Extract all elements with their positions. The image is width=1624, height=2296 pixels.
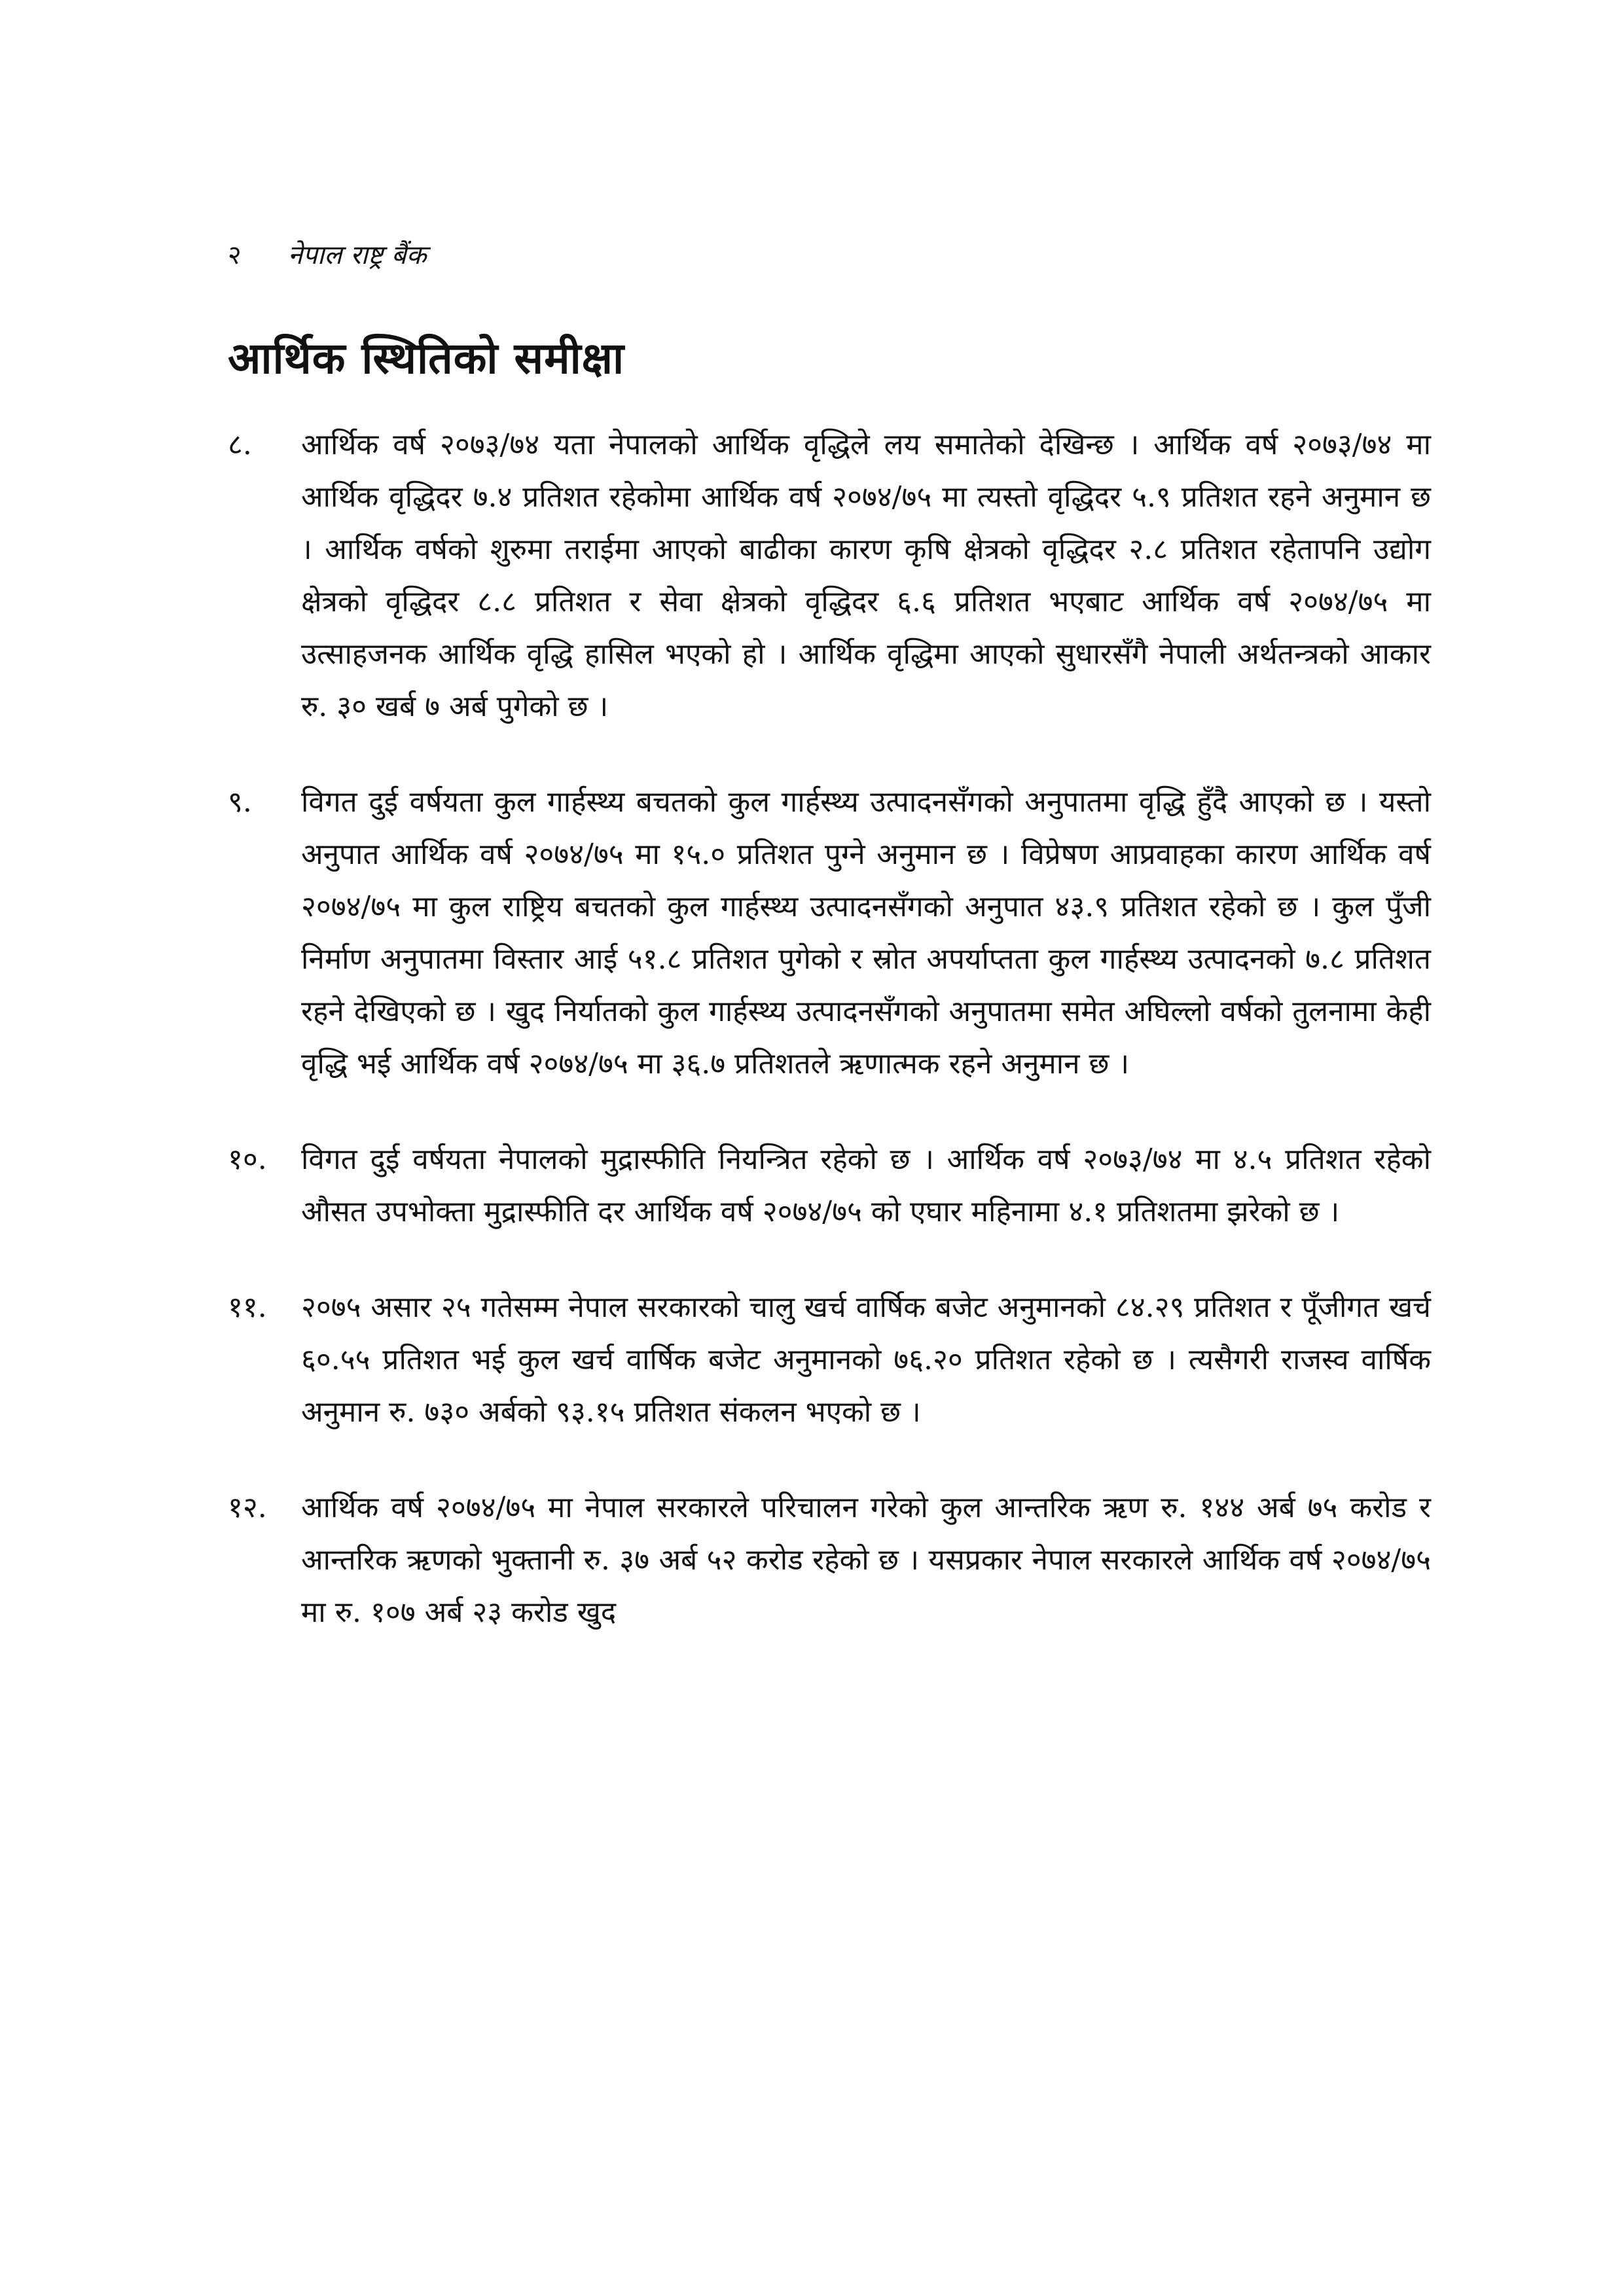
paragraph-11	[228, 1282, 1431, 1439]
paragraph-text: आर्थिक वर्ष २०७४/७५ मा नेपाल सरकारले परिचालन गरेको कुल आन्तरिक ऋण रु. १४४ अर्ब ७५ करोड र आन्तरिक ऋणको भुक्तानी रु. ३७ अर्ब ५२ करोड रहेको छ । यसप्रकार नेपाल सरकारले आर्थिक वर्ष २०७४/७५ मा रु. १०७ अर्ब २३ करोड खुद	[301, 1491, 1431, 1629]
paragraph-number: १२.	[228, 1491, 267, 1524]
paragraph-text: विगत दुई वर्षयता नेपालको मुद्रास्फीति नियन्त्रित रहेको छ । आर्थिक वर्ष २०७३/७४ मा ४.५ प्रतिशत रहेको औसत उपभोक्ता मुद्रास्फीति दर आर्थिक वर्ष २०७४/७५ को एघार महिनामा ४.१ प्रतिशतमा झरेको छ ।	[301, 1143, 1431, 1229]
paragraph-list	[228, 419, 1431, 1682]
paragraph-text: आर्थिक वर्ष २०७३/७४ यता नेपालको आर्थिक वृद्धिले लय समातेको देखिन्छ । आर्थिक वर्ष २०७३/७४ मा आर्थिक वृद्धिदर ७.४ प्रतिशत रहेकोमा आर्थिक वर्ष २०७४/७५ मा त्यस्तो वृद्धिदर ५.९ प्रतिशत रहने अनुमान छ । आर्थिक वर्षको शुरुमा तराईमा आएको बाढीका कारण कृषि क्षेत्रको वृद्धिदर २.८ प्रतिशत रहेतापनि उद्योग क्षेत्रको वृद्धिदर ८.८ प्रतिशत र सेवा क्षेत्रको वृद्धिदर ६.६ प्रतिशत भएबाट आर्थिक वर्ष २०७४/७५ मा उत्साहजनक आर्थिक वृद्धि हासिल भएको हो । आर्थिक वृद्धिमा आएको सुधारसँगै नेपाली अर्थतन्त्रको आकार रु. ३० खर्ब ७ अर्ब पुगेको छ ।	[301, 428, 1431, 723]
page-header	[228, 236, 426, 272]
running-title: नेपाल राष्ट्र बैंक	[288, 240, 427, 270]
paragraph-number: ८.	[228, 428, 252, 461]
paragraph-number: १०.	[228, 1143, 267, 1176]
paragraph-number: ११.	[228, 1291, 267, 1324]
paragraph-9	[228, 776, 1431, 1090]
paragraph-12	[228, 1482, 1431, 1639]
paragraph-number: ९.	[228, 785, 252, 819]
paragraph-8	[228, 419, 1431, 733]
section-title: आर्थिक स्थितिको समीक्षा	[228, 332, 625, 384]
paragraph-text: विगत दुई वर्षयता कुल गार्हस्थ्य बचतको कुल गार्हस्थ्य उत्पादनसँगको अनुपातमा वृद्धि हुँदै आएको छ । यस्तो अनुपात आर्थिक वर्ष २०७४/७५ मा १५.० प्रतिशत पुग्ने अनुमान छ । विप्रेषण आप्रवाहका कारण आर्थिक वर्ष २०७४/७५ मा कुल राष्ट्रिय बचतको कुल गार्हस्थ्य उत्पादनसँगको अनुपात ४३.९ प्रतिशत रहेको छ । कुल पुँजी निर्माण अनुपातमा विस्तार आई ५१.८ प्रतिशत पुगेको र स्रोत अपर्याप्तता कुल गार्हस्थ्य उत्पादनको ७.८ प्रतिशत रहने देखिएको छ । खुद निर्यातको कुल गार्हस्थ्य उत्पादनसँगको अनुपातमा समेत अघिल्लो वर्षको तुलनामा केही वृद्धि भई आर्थिक वर्ष २०७४/७५ मा ३६.७ प्रतिशतले ऋणात्मक रहने अनुमान छ ।	[301, 785, 1431, 1081]
paragraph-10	[228, 1134, 1431, 1238]
page-number: २	[228, 240, 242, 270]
paragraph-text: २०७५ असार २५ गतेसम्म नेपाल सरकारको चालु खर्च वार्षिक बजेट अनुमानको ८४.२९ प्रतिशत र पूँजीगत खर्च ६०.५५ प्रतिशत भई कुल खर्च वार्षिक बजेट अनुमानको ७६.२० प्रतिशत रहेको छ । त्यसैगरी राजस्व वार्षिक अनुमान रु. ७३० अर्बको ९३.१५ प्रतिशत संकलन भएको छ ।	[301, 1291, 1431, 1429]
